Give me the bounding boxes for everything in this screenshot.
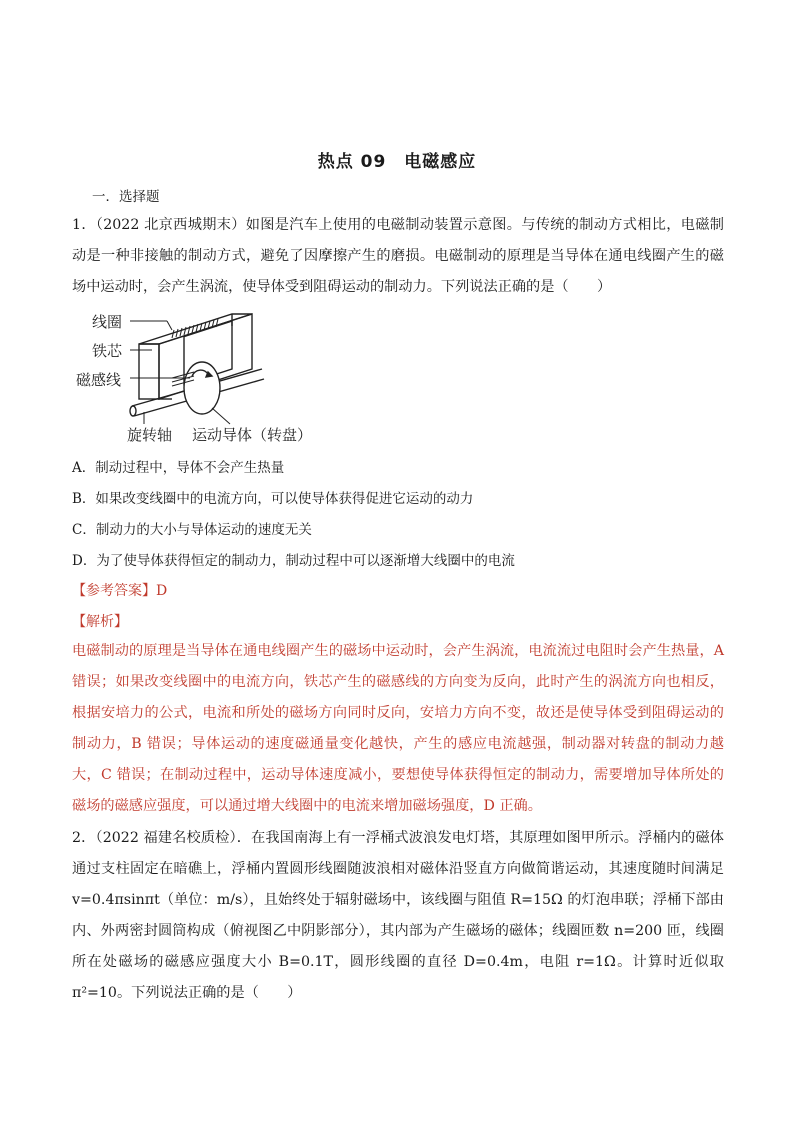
analysis-label: 【解析】 [72, 614, 128, 630]
option-a: A．制动过程中，导体不会产生热量 [72, 460, 285, 476]
question-1-stem: 1．（2022 北京西城期末）如图是汽车上使用的电磁制动装置示意图。与传统的制动方式相比，电磁制动是一种非接触的制动方式，避免了因摩擦产生的磨损。电磁制动的原理是当导体在通电线圈产生的磁场中运动时，会产生涡流，使导体受到阻碍运动的制动力。下列说法正确的是（ ） [72, 217, 724, 295]
option-d: D．为了使导体获得恒定的制动力，制动过程中可以逐渐增大线圈中的电流 [72, 553, 515, 569]
label-shaft: 旋转轴 [127, 426, 173, 444]
electromagnetic-brake-diagram [72, 306, 347, 451]
label-disc: 运动导体（转盘） [192, 426, 313, 444]
reference-answer [72, 580, 167, 600]
label-field-lines: 磁感线 [76, 371, 122, 389]
page-title: 热点 09 电磁感应 [317, 152, 477, 172]
answer-value: D [156, 583, 168, 599]
section-heading: 一．选择题 [92, 189, 160, 205]
label-coil: 线圈 [92, 313, 123, 331]
question-2-stem: 2．（2022 福建名校质检）．在我国南海上有一浮桶式波浪发电灯塔，其原理如图甲所示。浮桶内的磁体通过支柱固定在暗礁上，浮桶内置圆形线圈随波浪相对磁体沿竖直方向做简谐运动，其速度随时间满足 v=0.4πsinπt（单位：m/s），且始终处于辐射磁场中，该线圈与阻值 R=15Ω 的灯泡串联；浮桶下部由内、外两密封圆筒构成（俯视图乙中阴影部分），其内部为产生磁场的磁体；线圈匝数 n=200 匝，线圈所在处磁场的磁感应强度大小 B=0.1T，圆形线圈的直径 D=0.4m，电阻 r=1Ω。计算时近似取 π²=10。下列说法正确的是（ ） [72, 830, 724, 1001]
label-core: 铁芯 [92, 342, 123, 360]
answer-label: 【参考答案】 [72, 583, 156, 599]
option-c: C．制动力的大小与导体运动的速度无关 [72, 522, 312, 538]
option-b: B．如果改变线圈中的电流方向，可以使导体获得促进它运动的动力 [72, 491, 474, 507]
rotating-disc [184, 362, 220, 414]
analysis-text: 电磁制动的原理是当导体在通电线圈产生的磁场中运动时，会产生涡流，电流流过电阻时会产生热量，A 错误；如果改变线圈中的电流方向，铁芯产生的磁感线的方向变为反向，此时产生的涡流方向也相反，根据安培力的公式，电流和所处的磁场方向同时反向，安培力方向不变，故还是使导体受到阻碍运动的制动力，B 错误；导体运动的速度磁通量变化越快，产生的感应电流越强，制动器对转盘的制动力越大，C 错误；在制动过程中，运动导体速度减小，要想使导体获得恒定的制动力，需要增加导体所处的磁场的磁感应强度，可以通过增大线圈中的电流来增加磁场强度，D 正确。 [72, 643, 724, 814]
